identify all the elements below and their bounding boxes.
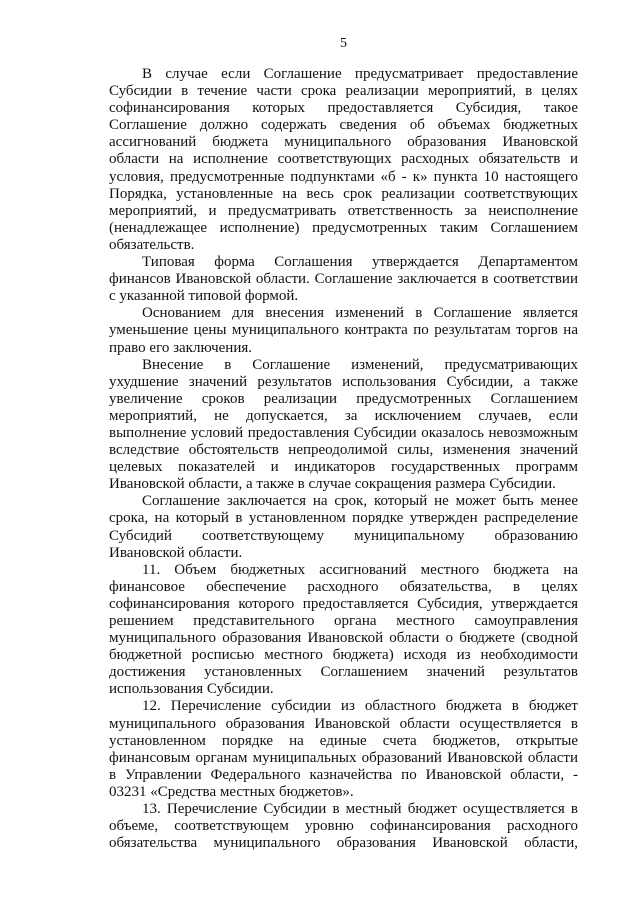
paragraph-item-11: 11. Объем бюджетных ассигнований местного бюджета на финансовое обеспечение расходного обязательства, в целях софинансирования которого предоставляется Субсидия, утверждается решением представительного органа местного самоуправления муниципального образования Ивановской области о бюджете (сводной бюджетной росписью местного бюджета) исходя из необходимости достижения установленных Соглашением значений результатов использования Субсидии. xyxy=(109,561,578,698)
paragraph-amendment-basis: Основанием для внесения изменений в Соглашение является уменьшение цены муниципального контракта по результатам торгов на право его заключения. xyxy=(109,305,578,356)
paragraph-agreement-term: Соглашение заключается на срок, который не может быть менее срока, на который в установленном порядке утвержден распределение Субсидий соответствующему муниципальному образованию Ивановской области. xyxy=(109,493,578,561)
paragraph-standard-form: Типовая форма Соглашения утверждается Департаментом финансов Ивановской области. Соглашение заключается в соответствии с указанной типовой формой. xyxy=(109,254,578,305)
paragraph-item-13: 13. Перечисление Субсидии в местный бюджет осуществляется в объеме, соответствующем уровню софинансирования расходного обязательства муниципального образования Ивановской области, xyxy=(109,801,578,852)
paragraph-subsidy-period: В случае если Соглашение предусматривает предоставление Субсидии в течение части срока реализации мероприятий, в целях софинансирования которых предоставляется Субсидия, такое Соглашение должно содержать сведения об объемах бюджетных ассигнований бюджета муниципального образования Ивановской области на исполнение соответствующих расходных обязательств и условия, предусмотренные подпунктами «б - к» пункта 10 настоящего Порядка, установленные на весь срок реализации соответствующих мероприятий, и предусматривать ответственность за неисполнение (ненадлежащее исполнение) предусмотренных таким Соглашением обязательств. xyxy=(109,66,578,253)
page-number: 5 xyxy=(340,36,347,51)
paragraph-item-12: 12. Перечисление субсидии из областного бюджета в бюджет муниципального образования Ивановской области осуществляется в установленном порядке на единые счета бюджетов, открытые финансовым органам муниципальных образований Ивановской области в Управлении Федерального казначейства по Ивановской области, - 03231 «Средства местных бюджетов». xyxy=(109,698,578,800)
paragraph-amendment-restrictions: Внесение в Соглашение изменений, предусматривающих ухудшение значений результатов использования Субсидии, а также увеличение сроков реализации предусмотренных Соглашением мероприятий, не допускается, за исключением случаев, если выполнение условий предоставления Субсидии оказалось невозможным вследствие обстоятельств непреодолимой силы, изменения значений целевых показателей и индикаторов государственных программ Ивановской области, а также в случае сокращения размера Субсидии. xyxy=(109,356,578,493)
